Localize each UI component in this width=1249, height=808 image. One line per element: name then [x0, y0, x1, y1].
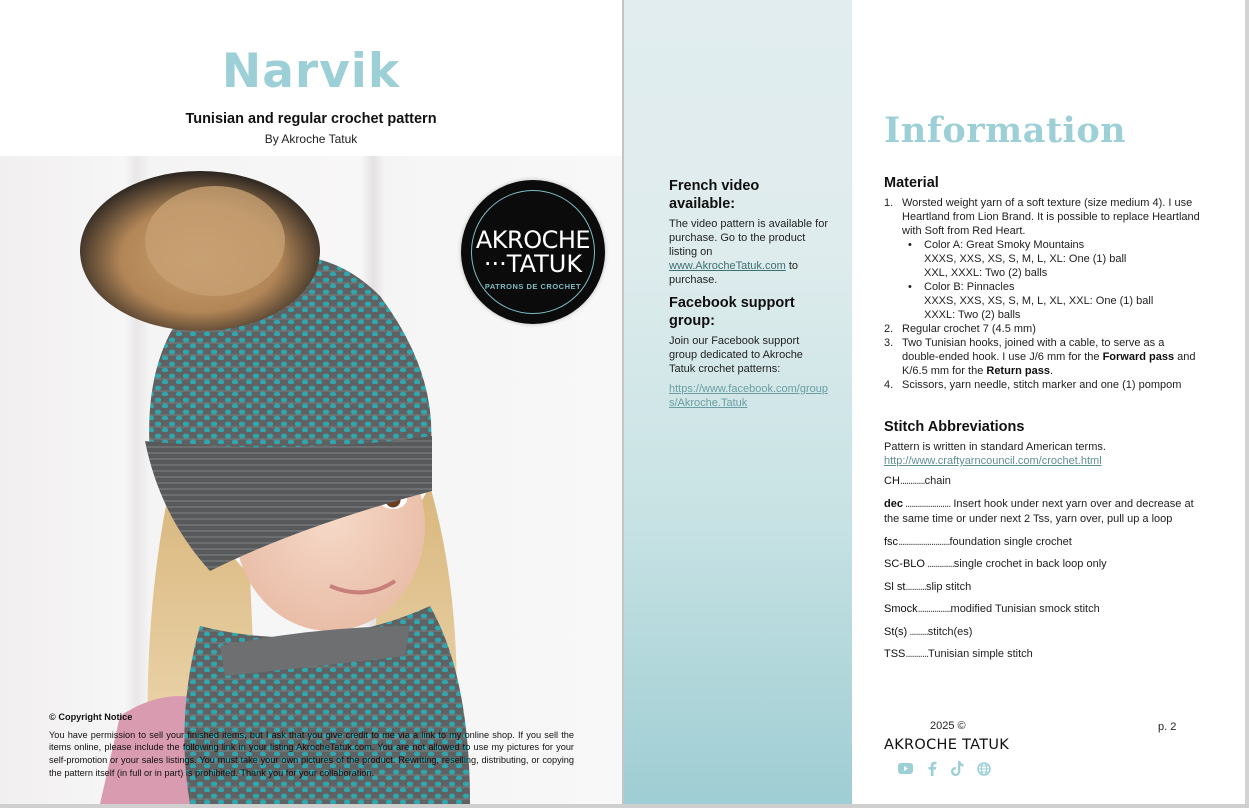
- material-item: 2. Regular crochet 7 (4.5 mm): [884, 323, 1036, 335]
- copyright-notice: [49, 711, 574, 780]
- cover-page: [0, 0, 622, 804]
- abbreviations-intro: Pattern is written in standard American terms.: [884, 441, 1106, 453]
- facebook-group-link[interactable]: https://www.facebook.com/groups/Akroche.Tatuk: [669, 383, 828, 409]
- copyright-title: © Copyright Notice: [49, 712, 133, 722]
- copyright-body: You have permission to sell your finished items, but I ask that you give credit to me via a link to my online shop. If you sell the items online, please include the following link in your listing AkrocheTatuk.com. You are not allowed to use my pictures for your self-promotion or your sales listings. You must take your own pictures of the product. Rewriting, reselling, distributing, or copying the pattern itself (in full or in part) is prohibited. Thank you for your collaboration.: [49, 729, 574, 778]
- facebook-heading: Facebook support group:: [669, 295, 795, 329]
- yarn-color-list: [906, 238, 1204, 322]
- craftyarncouncil-link[interactable]: http://www.craftyarncouncil.com/crochet.html: [884, 455, 1102, 467]
- abbreviation-row: TSS...........Tunisian simple stitch: [884, 648, 1033, 660]
- video-info-block: [669, 177, 829, 287]
- information-content: [884, 174, 1204, 670]
- pattern-title: Narvik: [221, 44, 401, 99]
- footer-brand-logo: AKROCHE TATUK: [884, 737, 1010, 753]
- footer-year: 2025 ©: [930, 720, 966, 732]
- yarn-color-a: • Color A: Great Smoky Mountains XXXS, XXS, XS, S, M, L, XL: One (1) ball XXL, XXXL: Two (2) balls: [908, 239, 1127, 279]
- akroche-tatuk-logo-badge: [461, 180, 605, 324]
- akrochetatuk-link[interactable]: www.AkrocheTatuk.com: [669, 260, 786, 272]
- information-title: Information: [884, 110, 1127, 151]
- material-item: 4. Scissors, yarn needle, stitch marker and one (1) pompom: [884, 379, 1182, 391]
- side-band: [624, 0, 852, 804]
- material-item: 3. Two Tunisian hooks, joined with a cable, to serve as a double-ended hook. I use J/6 mm for the Forward pass and K/6.5 mm for the Return pass.: [884, 337, 1196, 377]
- globe-icon[interactable]: [976, 761, 991, 776]
- facebook-info-block: [669, 294, 829, 410]
- tiktok-icon[interactable]: [950, 761, 965, 776]
- abbreviation-row: SC-BLO .............single crochet in back loop only: [884, 558, 1107, 570]
- pattern-byline: By Akroche Tatuk: [264, 132, 358, 146]
- page-number: p. 2: [1158, 721, 1177, 733]
- material-heading: Material: [884, 175, 939, 191]
- social-icons: [898, 761, 991, 776]
- abbreviation-row: Sl st..........slip stitch: [884, 580, 972, 593]
- material-item: 1. Worsted weight yarn of a soft texture (size medium 4). I use Heartland from Lion Brand. It is possible to replace Heartland with Soft from Red Heart. • Color A: Great Smoky Mountains XXXS, XXS, XS, S, M, L, XL: One (1) ball XXL, XXXL: Two (2) balls • Color B: Pinnacles XXXS, XXS, XS, S, M, L, XL, XXL: One (1) ball XXXL: Two (2) balls: [884, 196, 1204, 322]
- abbreviation-row: St(s) .........stitch(es): [884, 625, 973, 638]
- yarn-color-b: • Color B: Pinnacles XXXS, XXS, XS, S, M, L, XL, XXL: One (1) ball XXXL: Two (2) balls: [908, 281, 1154, 321]
- abbreviation-row: dec ...................... Insert hook under next yarn over and decrease at the same time or under next 2 Tss, yarn over, pull up a loop: [884, 497, 1194, 525]
- facebook-text: Join our Facebook support group dedicated to Akroche Tatuk crochet patterns:: [669, 335, 803, 375]
- abbreviation-row: CH............chain: [884, 475, 951, 487]
- video-text: The video pattern is available for purchase. Go to the product listing on www.AkrocheTatuk.com to purchase.: [669, 218, 828, 286]
- abbreviations-heading: Stitch Abbreviations: [884, 419, 1025, 435]
- viewer-right-edge: [1245, 0, 1249, 808]
- logo-line-akroche: AKROCHE: [475, 226, 591, 254]
- pattern-subtitle: Tunisian and regular crochet pattern: [185, 111, 437, 127]
- facebook-icon[interactable]: [924, 761, 939, 776]
- logo-tagline: PATRONS DE CROCHET: [484, 282, 582, 291]
- abbreviation-row: fsc.........................foundation single crochet: [884, 535, 1072, 548]
- abbreviation-row: Smock................modified Tunisian smock stitch: [884, 603, 1100, 615]
- material-list: [884, 196, 1204, 392]
- bullet-icon: •: [908, 281, 912, 293]
- information-page: [852, 0, 1245, 804]
- logo-line-tatuk: ···TATUK: [483, 250, 583, 278]
- bullet-icon: •: [908, 239, 912, 251]
- youtube-icon[interactable]: [898, 761, 913, 776]
- video-heading: French video available:: [669, 178, 760, 212]
- viewer-bottom-edge: [0, 804, 1249, 808]
